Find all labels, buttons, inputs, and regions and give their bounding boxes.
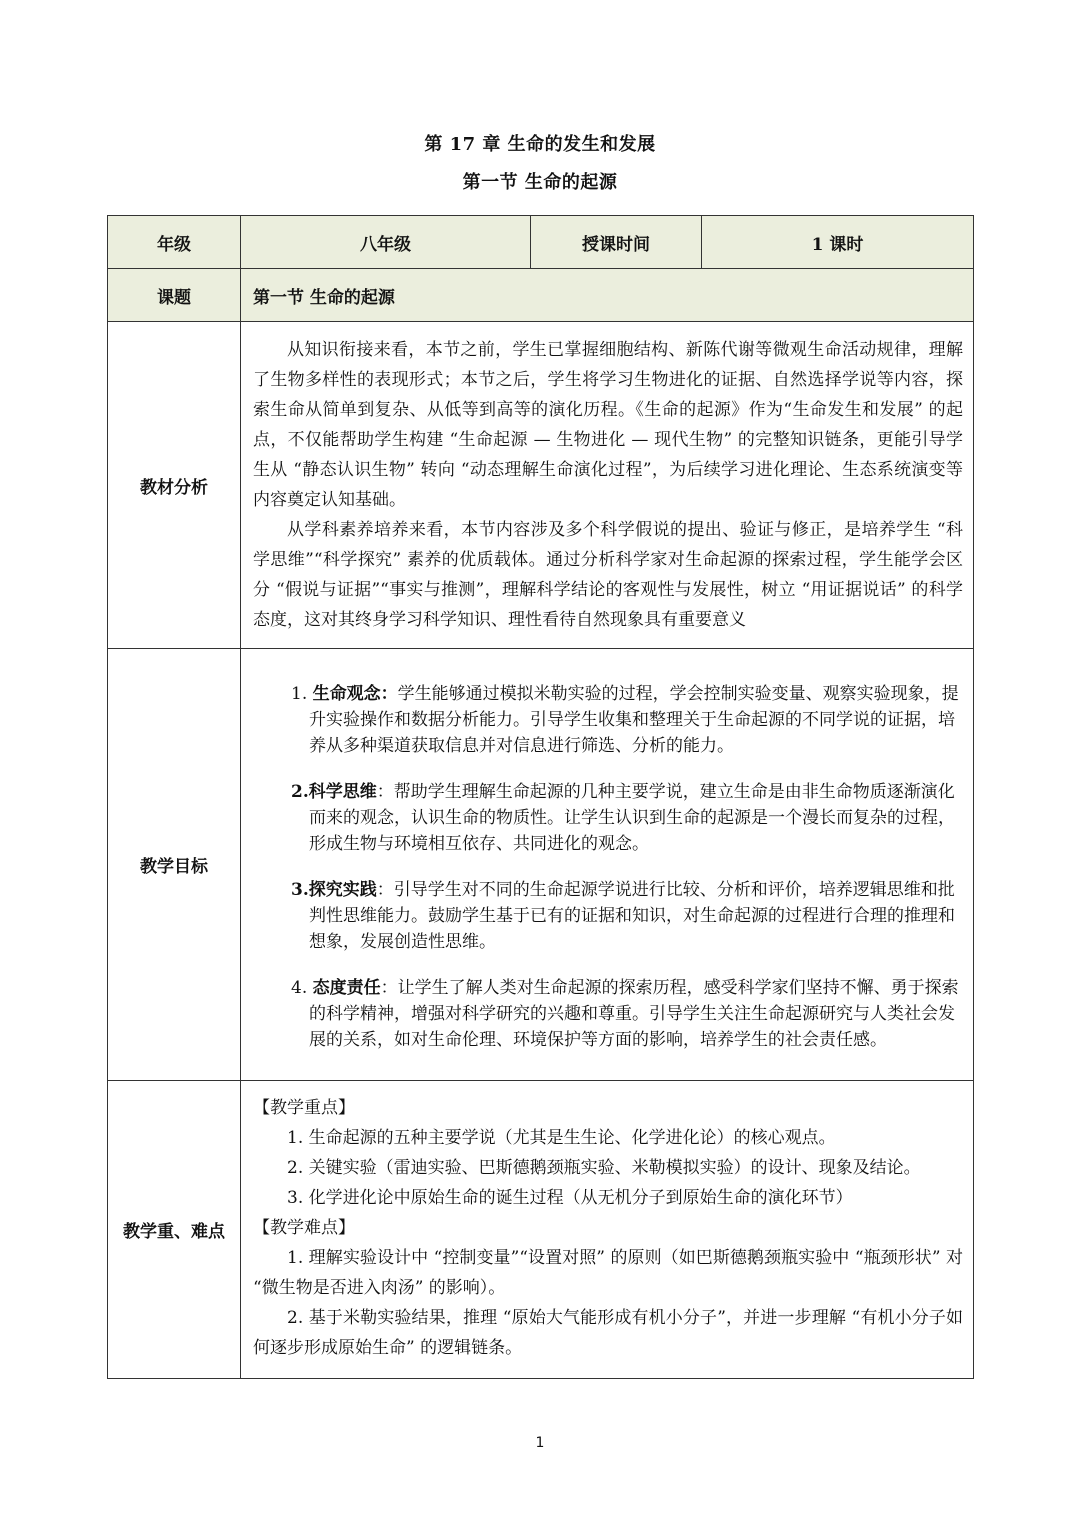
goal-text: ：帮助学生理解生命起源的几种主要学说，建立生命是由非生命物质逐渐演化而来的观念，认识生命的物质性。让学生认识到生命的起源是一个漫长而复杂的过程，形成生物与环境相互依存、共同进化的观念。 (309, 781, 955, 854)
goal-title: 生命观念： (312, 683, 398, 704)
topic-row (108, 269, 974, 322)
goal-number: 1. (291, 683, 313, 704)
key-points-header: 【教学重点】 (253, 1097, 355, 1118)
topic-value: 第一节 生命的起源 (241, 269, 974, 322)
goal-item (291, 877, 963, 955)
key-point-item: 1. 生命起源的五种主要学说（尤其是生生论、化学进化论）的核心观点。 (287, 1127, 836, 1148)
goals-content (241, 649, 974, 1081)
lesson-plan-table (107, 215, 974, 1379)
keys-content (241, 1081, 974, 1379)
analysis-paragraph: 从学科素养培养来看，本节内容涉及多个科学假说的提出、验证与修正，是培养学生 “科学思维”“科学探究” 素养的优质载体。通过分析科学家对生命起源的探索过程，学生能学会区分 “假说与证据”“事实与推测”，理解科学结论的客观性与发展性，树立 “用证据说话” 的科学态度，这对其终身学习科学知识、理性看待自然现象具有重要意义 (253, 520, 963, 630)
goal-text: 学生能够通过模拟米勒实验的过程，学会控制实验变量、观察实验现象，提升实验操作和数据分析能力。引导学生收集和整理关于生命起源的不同学说的证据，培养从多种渠道获取信息并对信息进行筛选、分析的能力。 (309, 683, 959, 756)
key-point-item: 3. 化学进化论中原始生命的诞生过程（从无机分子到原始生命的演化环节） (287, 1187, 853, 1208)
key-point-item: 2. 关键实验（雷迪实验、巴斯德鹅颈瓶实验、米勒模拟实验）的设计、现象及结论。 (287, 1157, 921, 1178)
goal-item (291, 975, 963, 1053)
keys-label: 教学重、难点 (108, 1081, 241, 1379)
keys-row (108, 1081, 974, 1379)
goal-number: 2. (291, 781, 309, 802)
difficult-point-item: 2. 基于米勒实验结果，推理 “原始大气能形成有机小分子”，并进一步理解 “有机小分子如何逐步形成原始生命” 的逻辑链条。 (253, 1307, 963, 1358)
section-title: 第一节 生命的起源 (462, 172, 618, 193)
page-number: 1 (535, 1435, 545, 1451)
topic-label: 课题 (108, 269, 241, 322)
grade-label: 年级 (108, 216, 241, 269)
goals-row (108, 649, 974, 1081)
analysis-row (108, 322, 974, 649)
goal-item (291, 779, 963, 857)
goal-text: ：引导学生对不同的生命起源学说进行比较、分析和评价，培养逻辑思维和批判性思维能力。鼓励学生基于已有的证据和知识，对生命起源的过程进行合理的推理和想象，发展创造性思维。 (309, 879, 955, 952)
goals-label: 教学目标 (108, 649, 241, 1081)
goal-title: 态度责任 (312, 977, 381, 998)
chapter-title: 第 17 章 生命的发生和发展 (424, 134, 656, 155)
difficult-point-item: 1. 理解实验设计中 “控制变量”“设置对照” 的原则（如巴斯德鹅颈瓶实验中 “瓶颈形状” 对 “微生物是否进入肉汤” 的影响）。 (253, 1247, 963, 1298)
analysis-label: 教材分析 (108, 322, 241, 649)
goal-item (291, 681, 963, 759)
analysis-content (241, 322, 974, 649)
class-time-value: 1 课时 (702, 216, 974, 269)
analysis-paragraph: 从知识衔接来看，本节之前，学生已掌握细胞结构、新陈代谢等微观生命活动规律，理解了生物多样性的表现形式；本节之后，学生将学习生物进化的证据、自然选择学说等内容，探索生命从简单到复杂、从低等到高等的演化历程。《生命的起源》作为“生命发生和发展” 的起点，不仅能帮助学生构建 “生命起源 — 生物进化 — 现代生物” 的完整知识链条，更能引导学生从 “静态认识生物” 转向 “动态理解生命演化过程”，为后续学习进化理论、生态系统演变等内容奠定认知基础。 (253, 340, 963, 510)
difficult-points-header: 【教学难点】 (253, 1217, 355, 1238)
goal-title: 科学思维 (308, 781, 377, 802)
goal-title: 探究实践 (308, 879, 377, 900)
grade-value: 八年级 (241, 216, 531, 269)
goal-number: 3. (291, 879, 309, 900)
grade-row (108, 216, 974, 269)
goal-text: ：让学生了解人类对生命起源的探索历程，感受科学家们坚持不懈、勇于探索的科学精神，增强对科学研究的兴趣和尊重。引导学生关注生命起源研究与人类社会发展的关系，如对生命伦理、环境保护等方面的影响，培养学生的社会责任感。 (309, 977, 959, 1050)
goal-number: 4. (291, 977, 313, 998)
class-time-label: 授课时间 (531, 216, 702, 269)
